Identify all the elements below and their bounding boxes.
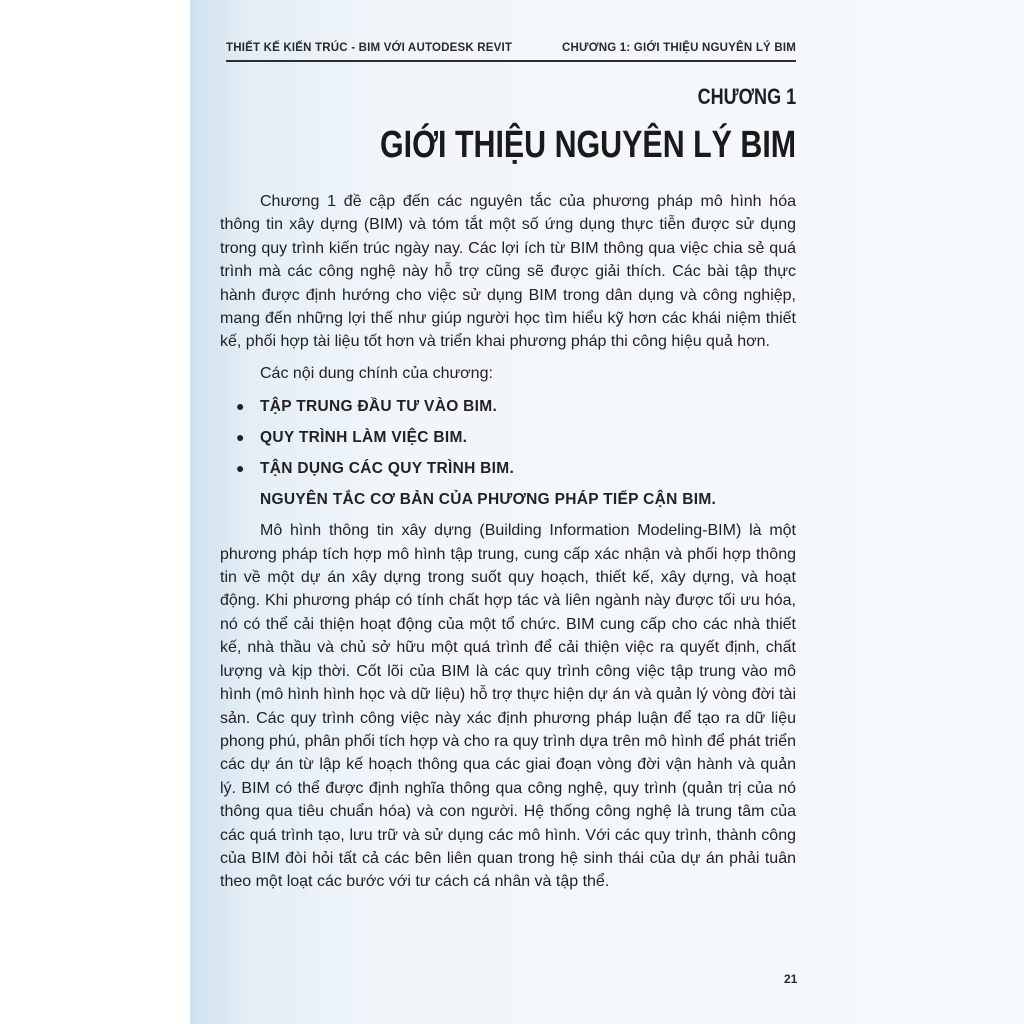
list-item-text: TẬN DỤNG CÁC QUY TRÌNH BIM. — [260, 460, 515, 478]
list-item-text: QUY TRÌNH LÀM VIỆC BIM. — [260, 429, 468, 447]
running-header-book-title: THIẾT KẾ KIẾN TRÚC - BIM VỚI AUTODESK REVIT — [226, 42, 513, 54]
list-item-text: TẬP TRUNG ĐẦU TƯ VÀO BIM. — [260, 398, 498, 416]
running-header — [226, 38, 796, 62]
intro-paragraph: Chương 1 đề cập đến các nguyên tắc của phương pháp mô hình hóa thông tin xây dựng (BIM) và tóm tắt một số ứng dụng thực tiễn được sử dụng trong quy trình kiến trúc ngày nay. Các lợi ích từ BIM thông qua việc chia sẻ quá trình mà các công nghệ này hỗ trợ cũng sẽ được giải thích. Các bài tập thực hành được định hướng cho việc sử dụng BIM trong dân dụng và công nghiệp, mang đến những lợi thế như giúp người học tìm hiểu kỹ hơn các khái niệm thiết kế, phối hợp tài liệu tốt hơn và triển khai phương pháp thi công hiệu quả hơn. — [220, 193, 796, 351]
list-item — [220, 391, 796, 422]
list-item — [220, 453, 796, 484]
body-paragraph: Mô hình thông tin xây dựng (Building Information Modeling-BIM) là một phương pháp tích hợp mô hình tập trung, cung cấp xác nhận và phối hợp thông tin về một dự án xây dựng trong suốt quy hoạch, thiết kế, xây dựng, và hoạt động. Khi phương pháp có tính chất hợp tác và liên ngành này được tối ưu hóa, nó có thể cải thiện hoạt động của một tổ chức. BIM cung cấp cho các nhà thiết kế, nhà thầu và chủ sở hữu một quá trình để cải thiện việc ra quyết định, chất lượng và kịp thời. Cốt lõi của BIM là các quy trình công việc tập trung vào mô hình (mô hình hình học và dữ liệu) hỗ trợ thực hiện dự án và quản lý vòng đời tài sản. Các quy trình công việc này xác định phương pháp luận để tạo ra dữ liệu phong phú, phân phối tích hợp và cho ra quy trình dựa trên mô hình để phát triển các dự án từ lập kế hoạch thông qua các giai đoạn vòng đời vận hành và quản lý. BIM có thể được định nghĩa thông qua công nghệ, quy trình (quản trị của nó thông qua tiêu chuẩn hóa) và con người. Hệ thống công nghệ là trung tâm của các quá trình tạo, lưu trữ và sử dụng các mô hình. Với các quy trình, thành công của BIM đòi hỏi tất cả các bên liên quan trong hệ sinh thái của dự án phải tuân theo một loạt các bước với tư cách cá nhân và tập thể. — [220, 522, 796, 891]
chapter-title: GIỚI THIỆU NGUYÊN LÝ BIM — [379, 124, 796, 166]
page-body — [220, 190, 796, 894]
bullet-icon: ● — [236, 398, 245, 415]
running-header-chapter: CHƯƠNG 1: GIỚI THIỆU NGUYÊN LÝ BIM — [561, 42, 796, 54]
book-page — [190, 0, 1024, 1024]
section-heading: NGUYÊN TẮC CƠ BẢN CỦA PHƯƠNG PHÁP TIẾP CẬN BIM. — [260, 491, 717, 509]
page-number: 21 — [784, 972, 798, 986]
list-item — [220, 422, 796, 453]
contents-lead: Các nội dung chính của chương: — [260, 364, 493, 382]
bullet-icon: ● — [236, 460, 245, 477]
header-divider — [226, 60, 796, 62]
contents-list — [220, 391, 796, 484]
bullet-icon: ● — [236, 429, 245, 446]
chapter-label: CHƯƠNG 1 — [697, 84, 796, 109]
